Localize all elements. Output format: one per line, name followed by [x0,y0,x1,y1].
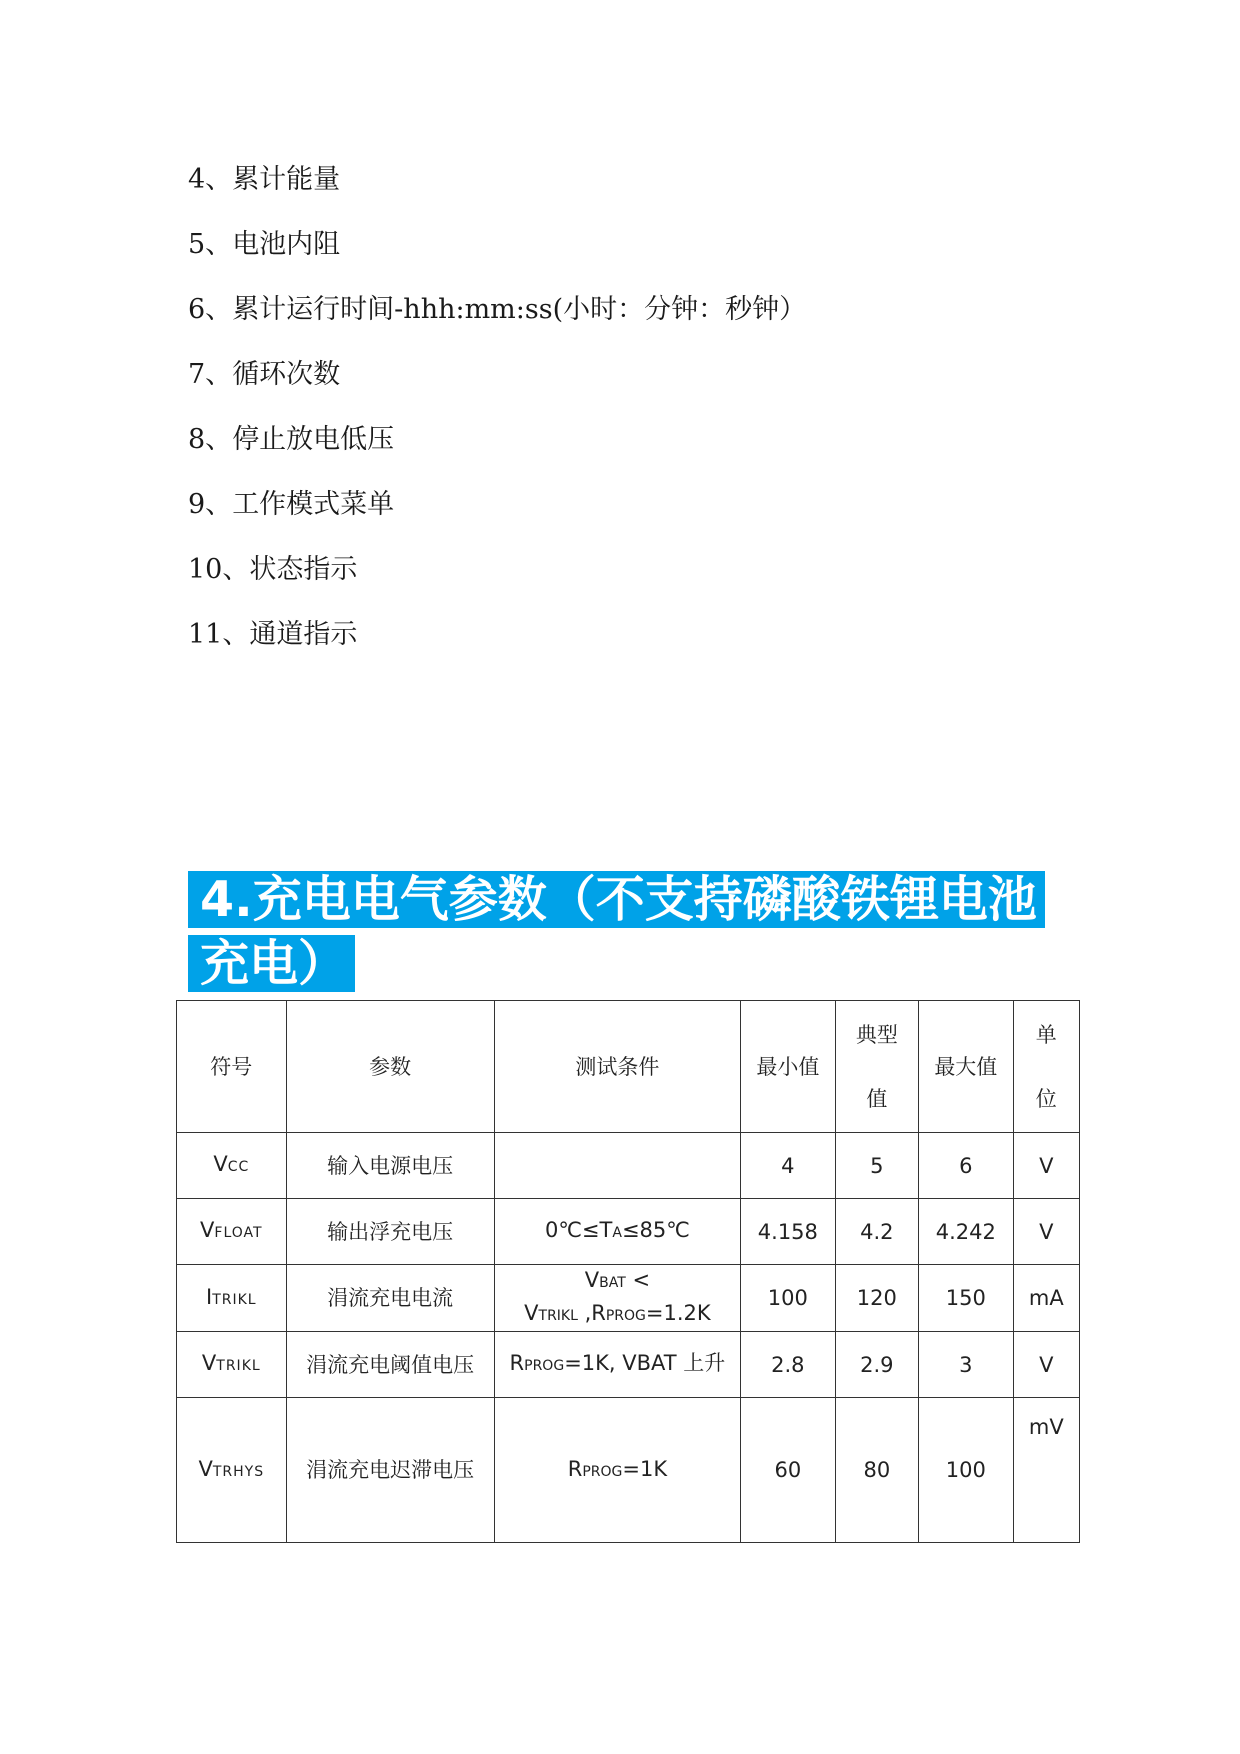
list-item [188,550,806,615]
cell-symbol [177,1398,287,1543]
cell-min: 2.8 [741,1332,836,1398]
symbol-main: V [213,1152,228,1176]
condition-text: < [625,1268,651,1292]
symbol-subscript: TRIKL [212,1291,257,1308]
list-item-number: 4、 [188,164,233,195]
cell-max: 100 [919,1398,1014,1543]
list-item-number: 10、 [188,554,250,585]
condition-text: R [509,1351,525,1375]
list-item-number: 9、 [188,489,233,520]
condition-text: =1K [622,1456,668,1481]
cell-max: 6 [919,1133,1014,1199]
table-row [177,1133,1080,1199]
condition-subscript: PROG [524,1358,565,1374]
header-symbol: 符号 [177,1001,287,1133]
cell-typ: 80 [835,1398,918,1543]
cell-unit: V [1013,1199,1079,1265]
cell-param: 涓流充电阈值电压 [286,1332,494,1398]
list-item [188,355,806,420]
condition-text: =1.2K [645,1301,711,1325]
header-typ-line2: 值 [866,1086,888,1111]
header-param: 参数 [286,1001,494,1133]
section-heading [188,868,1068,996]
cell-typ: 2.9 [835,1332,918,1398]
cell-condition [494,1398,740,1543]
list-item-number: 6、 [188,294,233,325]
list-item [188,615,806,680]
cell-min: 4.158 [741,1199,836,1265]
heading-line-2: 充电） [194,935,351,992]
cell-symbol [177,1265,287,1332]
cell-max: 4.242 [919,1199,1014,1265]
cell-typ: 4.2 [835,1199,918,1265]
table-row [177,1332,1080,1398]
table-row [177,1398,1080,1543]
cell-condition [494,1133,740,1199]
list-item-text: 状态指示 [249,554,358,585]
cell-condition [494,1332,740,1398]
condition-subscript: A [612,1225,622,1241]
cell-param: 涓流充电迟滞电压 [286,1398,494,1543]
condition-text: V [524,1301,539,1325]
symbol-main: V [200,1218,215,1242]
symbol-subscript: TRHYS [212,1463,265,1480]
cell-symbol [177,1133,287,1199]
condition-subscript: PROG [605,1308,646,1324]
list-item-text: 工作模式菜单 [232,489,395,520]
condition-text: ,R [577,1301,606,1325]
table-row [177,1265,1080,1332]
header-unit-line2: 位 [1035,1086,1057,1111]
cell-param: 输入电源电压 [286,1133,494,1199]
cell-unit: V [1013,1332,1079,1398]
condition-text: ≤85℃ [621,1218,690,1242]
condition-text: 0℃≤T [544,1218,613,1242]
list-item-text: 循环次数 [232,359,341,390]
charging-parameters-table [176,1000,1080,1543]
symbol-subscript: CC [227,1159,250,1175]
header-max: 最大值 [919,1001,1014,1133]
header-min: 最小值 [741,1001,836,1133]
cell-unit: mV [1013,1398,1079,1543]
condition-subscript: PROG [582,1463,623,1480]
list-item [188,420,806,485]
header-condition: 测试条件 [494,1001,740,1133]
list-item-number: 11、 [188,619,250,650]
header-typ-line1: 典型 [855,1022,898,1047]
table-row [177,1199,1080,1265]
header-typ [835,1001,918,1133]
cell-min: 60 [741,1398,836,1543]
list-item [188,485,806,550]
cell-max: 3 [919,1332,1014,1398]
cell-min: 100 [741,1265,836,1332]
cell-typ: 5 [835,1133,918,1199]
heading-line-1: 4.充电电气参数（不支持磷酸铁锂电池 [194,871,1041,928]
condition-subscript: BAT [599,1275,626,1291]
symbol-main: V [198,1456,213,1481]
list-item-number: 7、 [188,359,233,390]
list-item [188,225,806,290]
cell-unit: V [1013,1133,1079,1199]
list-item-text: 通道指示 [249,619,358,650]
list-item-text: 电池内阻 [232,229,341,260]
list-item-number: 8、 [188,424,233,455]
list-item-text: 累计运行时间-hhh:mm:ss(小时：分钟：秒钟） [232,294,807,325]
symbol-subscript: FLOAT [214,1225,263,1241]
condition-text: V [584,1268,600,1292]
cell-max: 150 [919,1265,1014,1332]
cell-param: 涓流充电电流 [286,1265,494,1332]
heading-highlight [188,871,1045,992]
feature-list [188,160,806,680]
header-unit-line1: 单 [1035,1022,1057,1047]
symbol-main: I [206,1284,213,1309]
cell-condition [494,1199,740,1265]
cell-unit: mA [1013,1265,1079,1332]
cell-symbol [177,1199,287,1265]
symbol-main: V [201,1351,217,1375]
list-item-text: 累计能量 [232,164,341,195]
cell-min: 4 [741,1133,836,1199]
cell-condition [494,1265,740,1332]
condition-subscript: TRIKL [538,1308,578,1324]
cell-param: 输出浮充电压 [286,1199,494,1265]
header-unit [1013,1001,1079,1133]
list-item [188,160,806,225]
condition-text: =1K, VBAT 上升 [564,1351,726,1375]
symbol-subscript: TRIKL [216,1358,261,1374]
list-item-number: 5、 [188,229,233,260]
table-header-row [177,1001,1080,1133]
list-item-text: 停止放电低压 [232,424,395,455]
cell-typ: 120 [835,1265,918,1332]
list-item [188,290,806,355]
condition-text: R [567,1456,583,1481]
cell-symbol [177,1332,287,1398]
